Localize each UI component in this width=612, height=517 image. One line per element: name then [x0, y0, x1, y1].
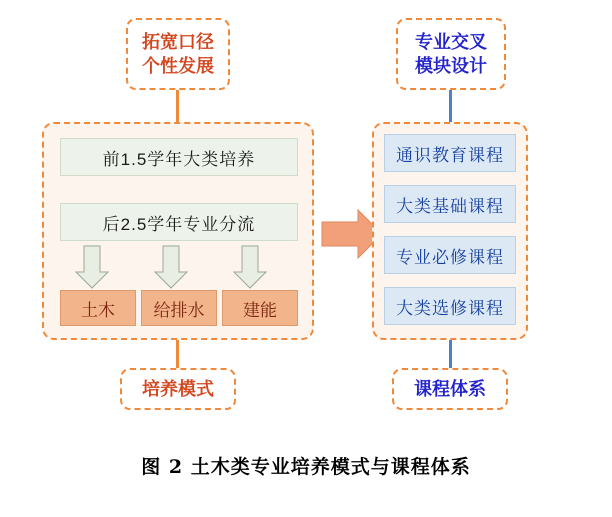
left-top-connector: [176, 90, 179, 122]
left-bottom-bubble: [120, 368, 236, 410]
major-box-2: [141, 290, 217, 326]
down-arrows-group: [60, 246, 298, 290]
major-box-1-label: 土木: [81, 300, 115, 320]
stage-box-1-label: 前1.5学年大类培养: [102, 149, 256, 169]
stage-box-1: [60, 138, 298, 176]
right-bottom-bubble-label: 课程体系: [414, 378, 486, 399]
right-bottom-bubble: [392, 368, 508, 410]
major-box-2-label: 给排水: [153, 300, 205, 320]
major-box-1: [60, 290, 136, 326]
left-top-bubble-line2: 个性发展: [142, 56, 214, 76]
down-arrow-icon-2: [155, 246, 187, 288]
right-top-bubble-line1: 专业交叉: [415, 31, 487, 52]
major-box-3-label: 建能: [243, 300, 277, 320]
course-box-1: [384, 134, 516, 172]
course-box-3-label: 专业必修课程: [396, 247, 504, 267]
course-box-4-label: 大类选修课程: [396, 298, 504, 318]
down-arrow-icon-3: [234, 246, 266, 288]
right-bottom-connector: [449, 340, 452, 368]
course-box-2-label: 大类基础课程: [396, 196, 504, 216]
right-top-connector: [449, 90, 452, 122]
down-arrow-icon-1: [76, 246, 108, 288]
figure-caption: 图 2 土木类专业培养模式与课程体系: [141, 456, 471, 478]
course-box-1-label: 通识教育课程: [396, 145, 504, 165]
stage-box-2: [60, 203, 298, 241]
left-top-bubble: [126, 18, 230, 90]
right-top-bubble: [396, 18, 506, 90]
course-box-3: [384, 236, 516, 274]
left-bottom-bubble-label: 培养模式: [142, 378, 214, 399]
course-box-4: [384, 287, 516, 325]
major-box-3: [222, 290, 298, 326]
right-top-bubble-line2: 模块设计: [415, 56, 487, 76]
course-box-2: [384, 185, 516, 223]
left-bottom-connector: [176, 340, 179, 368]
left-top-bubble-line1: 拓宽口径: [142, 31, 214, 52]
stage-box-2-label: 后2.5学年专业分流: [102, 214, 256, 234]
